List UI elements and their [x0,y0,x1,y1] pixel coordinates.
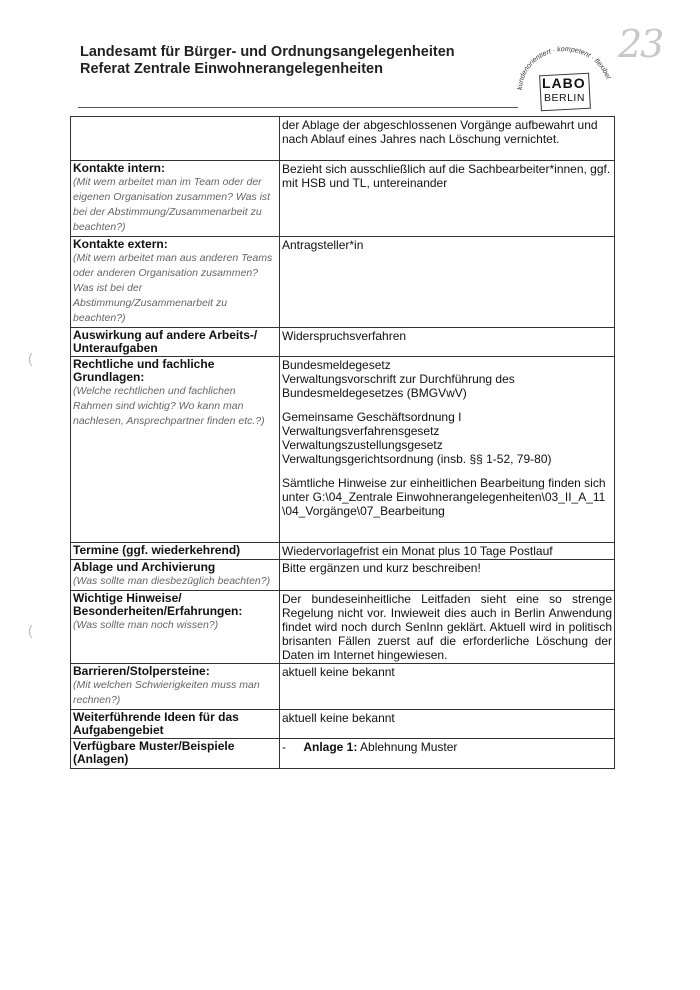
row-value-cell [280,560,615,591]
document-header [80,44,455,78]
row-value-cell [280,328,615,357]
authority-name: Landesamt für Bürger- und Ordnungsangelegenheiten [80,44,455,60]
row-hint: (Was sollte man noch wissen?) [73,619,219,631]
row-value-cell [280,591,615,664]
value-text: Wiedervorlagefrist ein Monat plus 10 Tage Postlauf [282,544,553,558]
row-value-cell [280,543,615,560]
labo-stamp-logo [516,44,612,114]
task-description-table [70,116,615,769]
row-hint: (Was sollte man diesbezüglich beachten?) [73,575,271,587]
margin-mark: ( [28,350,33,366]
value-text: aktuell keine bekannt [282,711,395,725]
row-hint: (Welche rechtlichen und fachlichen Rahmen sind wichtig? Wo kann man nachlesen, Ansprechpartner finden etc.?) [73,385,265,427]
row-label-cell [71,328,280,357]
row-value-cell [280,161,615,237]
value-text: Sämtliche Hinweise zur einheitlichen Bearbeitung finden sich unter G:\04_Zentrale Einwohnerangelegenheiten\03_II_A_11\04_Vorgänge\07_Bearbeitung [282,476,606,518]
row-title: Kontakte extern: [73,237,168,251]
row-title: Kontakte intern: [73,161,166,175]
row-title: Wichtige Hinweise/ Besonderheiten/Erfahrungen: [73,591,243,618]
department-name: Referat Zentrale Einwohnerangelegenheiten [80,61,383,77]
value-text: Bundesmeldegesetz [282,358,391,372]
table-row [71,591,615,664]
row-title: Weiterführende Ideen für das Aufgabengebiet [73,710,239,737]
table-row [71,237,615,328]
header-divider [78,107,518,108]
value-text: der Ablage der abgeschlossenen Vorgänge aufbewahrt und nach Ablauf eines Jahres nach Löschung vernichtet. [282,118,598,146]
table-row [71,560,615,591]
row-title: Verfügbare Muster/Beispiele (Anlagen) [73,739,235,766]
table-row [71,543,615,560]
value-text: Verwaltungsgerichtsordnung (insb. §§ 1-52, 79-80) [282,452,552,466]
row-value-cell [280,664,615,710]
handwritten-page-number: 23 [618,22,663,66]
row-value-cell [280,237,615,328]
row-label-cell [71,710,280,739]
logo-arc-text: kundenorientiert · kompetent · flexibel [516,46,612,91]
value-text: Gemeinsame Geschäftsordnung I [282,410,462,424]
list-bullet: - [282,740,286,754]
row-label-cell [71,591,280,664]
row-hint: (Mit wem arbeitet man aus anderen Teams oder anderen Organisation zusammen? Was ist bei der Abstimmung/Zusammenarbeit zu beachten?) [73,252,273,324]
row-title: Ablage und Archivierung [73,560,216,574]
row-hint: (Mit wem arbeitet man im Team oder der eigenen Organisation zusammen? Was ist bei der Abstimmung/Zusammenarbeit zu beachten?) [73,176,271,233]
value-text: Verwaltungsvorschrift zur Durchführung des Bundesmeldegesetzes (BMGVwV) [282,372,515,400]
attachment-label: Anlage 1: [303,740,358,754]
attachment-text: Ablehnung Muster [360,740,458,754]
table-row [71,328,615,357]
row-label-cell [71,117,280,161]
row-value-cell [280,357,615,543]
logo-main-text: LABO [542,75,586,91]
row-label-cell [71,739,280,769]
row-hint: (Mit welchen Schwierigkeiten muss man rechnen?) [73,679,260,706]
table-row [71,739,615,769]
value-text: aktuell keine bekannt [282,665,395,679]
value-text: Bitte ergänzen und kurz beschreiben! [282,561,481,575]
value-text: Verwaltungsverfahrensgesetz [282,424,440,438]
row-label-cell [71,560,280,591]
value-text: Der bundeseinheitliche Leitfaden sieht eine so strenge Regelung nicht vor. Inwieweit dies auch in Berlin Anwendung findet wird noch durch SenInn geklärt. Aktuell wird in politisch brisanten Fällen zuerst auf die erforderliche Löschung der Daten im Internet hingewiesen. [282,592,612,662]
row-label-cell [71,664,280,710]
row-title: Barrieren/Stolpersteine: [73,664,210,678]
table-row [71,117,615,161]
margin-mark: ( [28,622,33,638]
value-text: Antragsteller*in [282,238,364,252]
row-label-cell [71,357,280,543]
row-value-cell [280,739,615,769]
row-label-cell [71,161,280,237]
table-row [71,161,615,237]
row-value-cell [280,710,615,739]
value-text: Verwaltungszustellungsgesetz [282,438,443,452]
row-label-cell [71,237,280,328]
row-title: Termine (ggf. wiederkehrend) [73,543,241,557]
table-row [71,710,615,739]
table-row [71,664,615,710]
row-label-cell [71,543,280,560]
value-text: Widerspruchsverfahren [282,329,407,343]
value-text: Bezieht sich ausschließlich auf die Sachbearbeiter*innen, ggf. mit HSB und TL, untereinander [282,162,611,190]
row-value-cell [280,117,615,161]
row-title: Rechtliche und fachliche Grundlagen: [73,357,215,384]
table-row [71,357,615,543]
row-title: Auswirkung auf andere Arbeits-/ Unteraufgaben [73,328,258,355]
logo-sub-text: BERLIN [544,92,585,104]
